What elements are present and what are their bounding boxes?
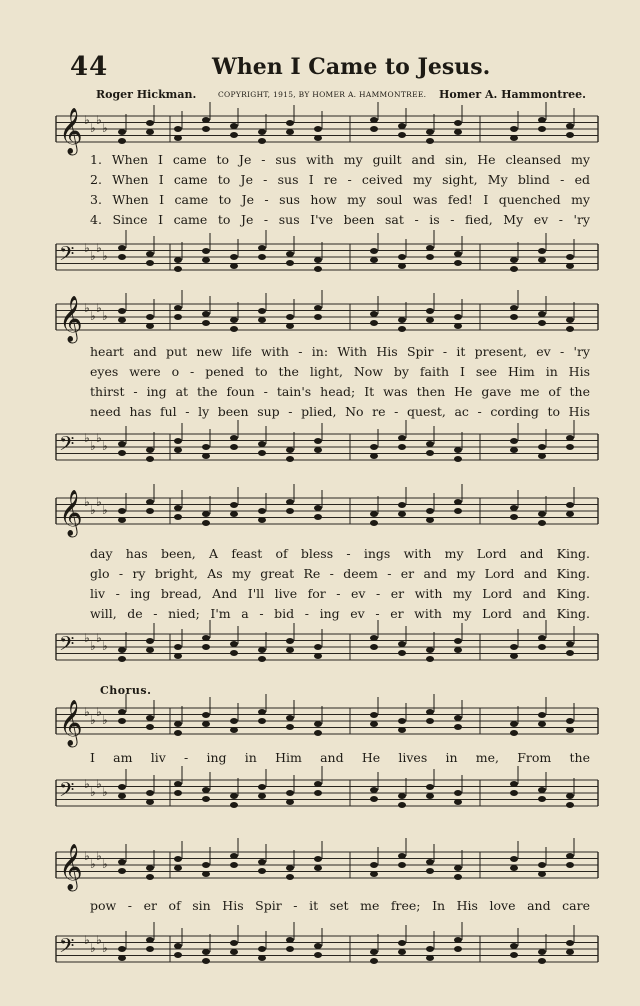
note-head bbox=[426, 709, 434, 715]
note-head bbox=[174, 305, 182, 311]
bass-clef-icon: 𝄢 bbox=[59, 934, 75, 962]
bass-clef-icon: 𝄢 bbox=[59, 432, 75, 460]
note-head bbox=[426, 784, 434, 790]
note-head bbox=[118, 859, 126, 865]
note-head bbox=[202, 949, 210, 955]
note-head bbox=[510, 438, 518, 444]
lyric-verse-3: thirst - ing at the foun - tain's head; It was then He gave me of the bbox=[90, 384, 590, 399]
note-head bbox=[230, 641, 238, 647]
note-head bbox=[286, 865, 294, 871]
note-head bbox=[370, 949, 378, 955]
bass-staff bbox=[50, 928, 606, 988]
note-head bbox=[258, 784, 266, 790]
note-head bbox=[118, 784, 126, 790]
note-head bbox=[146, 120, 154, 126]
lyric-verse-2: eyes were o - pened to the light, Now by faith I see Him in His bbox=[90, 364, 590, 379]
flat-icon: ♭ bbox=[90, 503, 96, 517]
treble-clef-icon: 𝄞 bbox=[59, 108, 83, 154]
note-head bbox=[202, 635, 210, 641]
flat-icon: ♭ bbox=[90, 639, 96, 653]
note-head bbox=[146, 790, 154, 796]
note-head bbox=[286, 638, 294, 644]
note-head bbox=[398, 793, 406, 799]
note-head bbox=[118, 441, 126, 447]
flat-icon: ♭ bbox=[84, 933, 90, 947]
lyric-chorus-line-2: pow - er of sin His Spir - it set me free; In His love and care bbox=[90, 898, 590, 913]
credits-line bbox=[96, 88, 586, 104]
lyric-verse-2: 2. When I came to Je - sus I re - ceived my sight, My blind - ed bbox=[90, 172, 590, 187]
note-head bbox=[510, 257, 518, 263]
note-head bbox=[230, 853, 238, 859]
bass-clef-icon: 𝄢 bbox=[59, 778, 75, 806]
note-head bbox=[398, 317, 406, 323]
note-head bbox=[174, 438, 182, 444]
note-head bbox=[314, 505, 322, 511]
lyric-verse-1: heart and put new life with - in: With His Spir - it present, ev - 'ry bbox=[90, 344, 590, 359]
note-head bbox=[146, 715, 154, 721]
note-head bbox=[230, 254, 238, 260]
lyric-verse-3: liv - ing bread, And I'll live for - ev - er with my Lord and King. bbox=[90, 586, 590, 601]
treble-staff bbox=[50, 490, 606, 550]
flat-icon: ♭ bbox=[102, 503, 108, 517]
note-head bbox=[398, 940, 406, 946]
note-head bbox=[286, 314, 294, 320]
flat-icon: ♭ bbox=[90, 857, 96, 871]
note-head bbox=[370, 511, 378, 517]
note-head bbox=[314, 438, 322, 444]
note-head bbox=[538, 117, 546, 123]
note-head bbox=[566, 317, 574, 323]
note-head bbox=[174, 644, 182, 650]
note-head bbox=[146, 638, 154, 644]
note-head bbox=[426, 308, 434, 314]
flat-icon: ♭ bbox=[90, 121, 96, 135]
note-head bbox=[426, 859, 434, 865]
note-head bbox=[118, 308, 126, 314]
note-head bbox=[314, 943, 322, 949]
note-head bbox=[258, 129, 266, 135]
note-head bbox=[146, 314, 154, 320]
note-head bbox=[174, 856, 182, 862]
note-head bbox=[538, 248, 546, 254]
note-head bbox=[398, 123, 406, 129]
flat-icon: ♭ bbox=[102, 857, 108, 871]
note-head bbox=[118, 245, 126, 251]
note-head bbox=[538, 444, 546, 450]
note-head bbox=[314, 856, 322, 862]
note-head bbox=[230, 718, 238, 724]
note-head bbox=[118, 946, 126, 952]
treble-clef-icon: 𝄞 bbox=[59, 700, 83, 746]
note-head bbox=[454, 499, 462, 505]
note-head bbox=[454, 937, 462, 943]
flat-icon: ♭ bbox=[102, 439, 108, 453]
note-head bbox=[426, 508, 434, 514]
flat-icon: ♭ bbox=[84, 777, 90, 791]
copyright-notice: COPYRIGHT, 1915, BY HOMER A. HAMMONTREE. bbox=[218, 90, 427, 99]
note-head bbox=[258, 441, 266, 447]
flat-icon: ♭ bbox=[84, 631, 90, 645]
note-head bbox=[202, 444, 210, 450]
note-head bbox=[230, 940, 238, 946]
note-head bbox=[286, 715, 294, 721]
note-head bbox=[566, 940, 574, 946]
note-head bbox=[370, 862, 378, 868]
note-head bbox=[314, 126, 322, 132]
note-head bbox=[510, 781, 518, 787]
note-head bbox=[314, 257, 322, 263]
note-head bbox=[538, 862, 546, 868]
flat-icon: ♭ bbox=[84, 301, 90, 315]
note-head bbox=[258, 245, 266, 251]
note-head bbox=[314, 721, 322, 727]
chorus-label: Chorus. bbox=[100, 684, 152, 697]
note-head bbox=[538, 712, 546, 718]
note-head bbox=[426, 245, 434, 251]
flat-icon: ♭ bbox=[96, 431, 102, 445]
note-head bbox=[258, 709, 266, 715]
flat-icon: ♭ bbox=[102, 941, 108, 955]
bass-clef-icon: 𝄢 bbox=[59, 632, 75, 660]
note-head bbox=[230, 793, 238, 799]
flat-icon: ♭ bbox=[96, 705, 102, 719]
note-head bbox=[370, 444, 378, 450]
flat-icon: ♭ bbox=[96, 933, 102, 947]
note-head bbox=[202, 787, 210, 793]
note-head bbox=[118, 709, 126, 715]
note-head bbox=[454, 251, 462, 257]
note-head bbox=[370, 117, 378, 123]
note-head bbox=[314, 305, 322, 311]
note-head bbox=[118, 647, 126, 653]
note-head bbox=[202, 248, 210, 254]
flat-icon: ♭ bbox=[102, 785, 108, 799]
note-head bbox=[146, 447, 154, 453]
lyric-verse-4: 4. Since I came to Je - sus I've been sat - is - fied, My ev - 'ry bbox=[90, 212, 590, 227]
note-head bbox=[426, 946, 434, 952]
note-head bbox=[174, 257, 182, 263]
note-head bbox=[426, 441, 434, 447]
note-head bbox=[314, 644, 322, 650]
note-head bbox=[286, 499, 294, 505]
flat-icon: ♭ bbox=[102, 249, 108, 263]
note-head bbox=[286, 447, 294, 453]
note-head bbox=[174, 781, 182, 787]
flat-icon: ♭ bbox=[84, 431, 90, 445]
flat-icon: ♭ bbox=[102, 121, 108, 135]
flat-icon: ♭ bbox=[96, 849, 102, 863]
note-head bbox=[230, 435, 238, 441]
treble-clef-icon: 𝄞 bbox=[59, 296, 83, 342]
flat-icon: ♭ bbox=[102, 639, 108, 653]
note-head bbox=[370, 248, 378, 254]
flat-icon: ♭ bbox=[90, 785, 96, 799]
note-head bbox=[426, 647, 434, 653]
bass-staff bbox=[50, 236, 606, 296]
note-head bbox=[370, 787, 378, 793]
note-head bbox=[398, 641, 406, 647]
note-head bbox=[202, 311, 210, 317]
note-head bbox=[146, 499, 154, 505]
flat-icon: ♭ bbox=[84, 705, 90, 719]
bass-staff bbox=[50, 772, 606, 832]
lyricist-credit: Roger Hickman. bbox=[96, 88, 197, 101]
note-head bbox=[566, 793, 574, 799]
note-head bbox=[146, 251, 154, 257]
note-head bbox=[538, 949, 546, 955]
note-head bbox=[286, 937, 294, 943]
flat-icon: ♭ bbox=[84, 241, 90, 255]
note-head bbox=[510, 644, 518, 650]
flat-icon: ♭ bbox=[90, 439, 96, 453]
note-head bbox=[566, 718, 574, 724]
note-head bbox=[370, 635, 378, 641]
note-head bbox=[510, 126, 518, 132]
note-head bbox=[510, 505, 518, 511]
note-head bbox=[398, 853, 406, 859]
flat-icon: ♭ bbox=[96, 631, 102, 645]
note-head bbox=[146, 865, 154, 871]
note-head bbox=[538, 511, 546, 517]
lyric-verse-1: day has been, A feast of bless - ings with my Lord and King. bbox=[90, 546, 590, 561]
note-head bbox=[426, 129, 434, 135]
note-head bbox=[510, 943, 518, 949]
note-head bbox=[258, 859, 266, 865]
note-head bbox=[398, 254, 406, 260]
treble-clef-icon: 𝄞 bbox=[59, 490, 83, 536]
note-head bbox=[174, 943, 182, 949]
note-head bbox=[454, 865, 462, 871]
bass-clef-icon: 𝄢 bbox=[59, 242, 75, 270]
note-head bbox=[510, 305, 518, 311]
note-head bbox=[174, 721, 182, 727]
note-head bbox=[454, 790, 462, 796]
note-head bbox=[454, 447, 462, 453]
flat-icon: ♭ bbox=[96, 241, 102, 255]
lyric-verse-1: 1. When I came to Je - sus with my guilt and sin, He cleansed my bbox=[90, 152, 590, 167]
flat-icon: ♭ bbox=[102, 713, 108, 727]
bass-staff bbox=[50, 626, 606, 686]
note-head bbox=[202, 117, 210, 123]
flat-icon: ♭ bbox=[90, 309, 96, 323]
note-head bbox=[538, 787, 546, 793]
flat-icon: ♭ bbox=[90, 249, 96, 263]
note-head bbox=[258, 508, 266, 514]
flat-icon: ♭ bbox=[84, 113, 90, 127]
note-head bbox=[174, 126, 182, 132]
hymn-number: 44 bbox=[70, 52, 109, 82]
note-head bbox=[146, 937, 154, 943]
note-head bbox=[398, 435, 406, 441]
lyric-verse-3: 3. When I came to Je - sus how my soul was fed! I quenched my bbox=[90, 192, 590, 207]
bass-staff bbox=[50, 426, 606, 486]
flat-icon: ♭ bbox=[96, 301, 102, 315]
note-head bbox=[174, 505, 182, 511]
note-head bbox=[370, 712, 378, 718]
note-head bbox=[118, 129, 126, 135]
lyric-verse-4: will, de - nied; I'm a - bid - ing ev - er with my Lord and King. bbox=[90, 606, 590, 621]
flat-icon: ♭ bbox=[96, 495, 102, 509]
note-head bbox=[538, 311, 546, 317]
note-head bbox=[566, 502, 574, 508]
hymn-title: When I Came to Jesus. bbox=[212, 54, 491, 80]
note-head bbox=[566, 641, 574, 647]
note-head bbox=[454, 314, 462, 320]
flat-icon: ♭ bbox=[90, 941, 96, 955]
note-head bbox=[286, 120, 294, 126]
note-head bbox=[314, 781, 322, 787]
note-head bbox=[202, 712, 210, 718]
note-head bbox=[202, 862, 210, 868]
lyric-verse-2: glo - ry bright, As my great Re - deem - er and my Lord and King. bbox=[90, 566, 590, 581]
note-head bbox=[286, 790, 294, 796]
note-head bbox=[230, 502, 238, 508]
composer-credit: Homer A. Hammontree. bbox=[438, 88, 586, 101]
note-head bbox=[538, 635, 546, 641]
lyric-chorus-line-1: I am liv - ing in Him and He lives in me, From the bbox=[90, 750, 590, 765]
note-head bbox=[398, 502, 406, 508]
note-head bbox=[454, 638, 462, 644]
note-head bbox=[258, 946, 266, 952]
flat-icon: ♭ bbox=[90, 713, 96, 727]
flat-icon: ♭ bbox=[96, 777, 102, 791]
note-head bbox=[258, 308, 266, 314]
flat-icon: ♭ bbox=[96, 113, 102, 127]
note-head bbox=[566, 853, 574, 859]
note-head bbox=[398, 718, 406, 724]
flat-icon: ♭ bbox=[84, 849, 90, 863]
note-head bbox=[202, 511, 210, 517]
note-head bbox=[230, 317, 238, 323]
note-head bbox=[454, 120, 462, 126]
note-head bbox=[510, 856, 518, 862]
note-head bbox=[566, 254, 574, 260]
note-head bbox=[286, 251, 294, 257]
note-head bbox=[566, 123, 574, 129]
note-head bbox=[370, 311, 378, 317]
flat-icon: ♭ bbox=[102, 309, 108, 323]
note-head bbox=[566, 435, 574, 441]
treble-staff bbox=[50, 844, 606, 904]
note-head bbox=[510, 721, 518, 727]
note-head bbox=[258, 647, 266, 653]
flat-icon: ♭ bbox=[84, 495, 90, 509]
note-head bbox=[230, 123, 238, 129]
note-head bbox=[454, 715, 462, 721]
note-head bbox=[118, 508, 126, 514]
lyric-verse-4: need has ful - ly been sup - plied, No re - quest, ac - cording to His bbox=[90, 404, 590, 419]
treble-clef-icon: 𝄞 bbox=[59, 844, 83, 890]
